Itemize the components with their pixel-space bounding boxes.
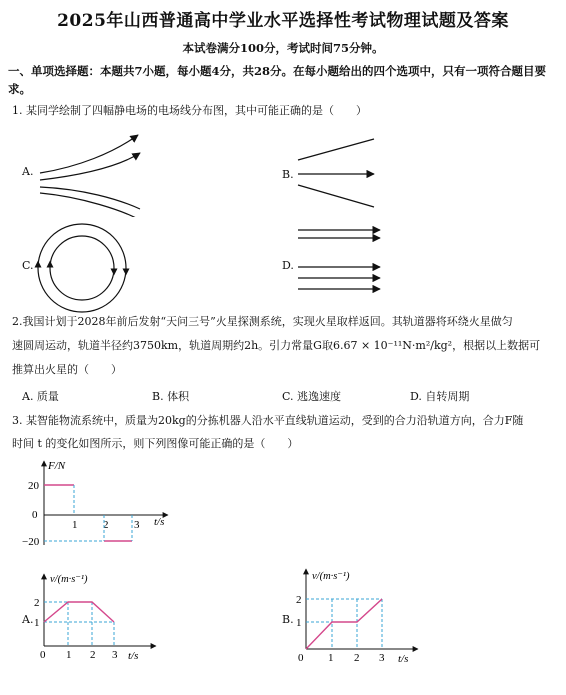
b-tick-x-1: 1 — [328, 652, 334, 664]
a-tick-x-3: 3 — [112, 649, 118, 661]
q1-option-c-label: C. — [22, 259, 34, 272]
a-tick-y-1: 1 — [34, 617, 40, 629]
b-t-axis-label: t/s — [398, 653, 409, 665]
document-title: 2025年山西普通高中学业水平选择性考试物理试题及答案 — [57, 11, 509, 31]
q1-option-d-label: D. — [282, 259, 294, 272]
a-tick-x-1: 1 — [66, 649, 72, 661]
q3-option-a-label: A. — [22, 613, 34, 626]
q1-option-b-label: B. — [282, 168, 294, 181]
q3-option-b-label: B. — [282, 613, 294, 626]
b-tick-x-0: 0 — [298, 652, 304, 664]
a-tick-x-0: 0 — [40, 649, 46, 661]
b-tick-y-1: 1 — [296, 617, 302, 629]
a-tick-x-2: 2 — [90, 649, 96, 661]
exam-info: 本试卷满分100分，考试时间75分钟。 — [182, 41, 384, 55]
b-tick-x-3: 3 — [379, 652, 385, 664]
q2-option-d: D. 自转周期 — [410, 390, 470, 403]
q2-option-a: A. 质量 — [22, 390, 59, 403]
force-time-graph — [18, 455, 183, 550]
q1-diagram-c — [34, 220, 134, 320]
a-v-axis-label: v/(m·s⁻¹) — [50, 574, 88, 585]
q3-stem-line2: 时间 t 的变化如图所示，则下列图像可能正确的是（ ） — [12, 437, 299, 450]
f-tick-20: 20 — [28, 480, 39, 492]
q2-stem-line3: 推算出火星的（ ） — [12, 363, 122, 376]
q2-option-c: C. 逃逸速度 — [282, 390, 342, 403]
a-velocity-curve — [44, 602, 114, 622]
section-heading: 一、单项选择题：本题共7小题，每小题4分，共28分。在每小题给出的四个选项中，只有一项符合题目要求。 — [8, 64, 547, 96]
q1-diagram-d — [296, 222, 386, 314]
f-tick-0: 0 — [32, 509, 38, 521]
q1-stem: 1. 某同学绘制了四幅静电场的电场线分布图，其中可能正确的是（ ） — [12, 104, 367, 117]
q1-option-a-label: A. — [22, 165, 34, 178]
t-axis-label: t/s — [154, 516, 165, 528]
q2-stem-line1: 2.我国计划于2028年前后发射“天问三号”火星探测系统，实现火星取样返回。其轨道器将环绕火星做匀 — [12, 315, 513, 328]
f-axis-label: F/N — [48, 460, 66, 472]
b-v-axis-label: v/(m·s⁻¹) — [312, 571, 350, 582]
q3-stem-line1: 3. 某智能物流系统中，质量为20kg的分拣机器人沿水平直线轨道运动，受到的合力沿轨道方向，合力F随 — [12, 414, 524, 427]
q1-diagram-a — [38, 125, 168, 217]
a-t-axis-label: t/s — [128, 650, 139, 662]
q1-diagram-b — [296, 135, 386, 211]
t-tick-3: 3 — [134, 519, 140, 531]
b-tick-y-2: 2 — [296, 594, 302, 606]
a-tick-y-2: 2 — [34, 597, 40, 609]
velocity-graph-a — [34, 570, 164, 662]
q2-option-b: B. 体积 — [152, 390, 190, 403]
b-tick-x-2: 2 — [354, 652, 360, 664]
f-tick-neg20: −20 — [22, 536, 40, 548]
q2-stem-line2: 速圆周运动，轨道半径约3750km，轨道周期约2h。引力常量G取6.67 × 10⁻¹¹N·m²/kg²，根据以上数据可 — [12, 339, 541, 352]
t-tick-2: 2 — [103, 519, 109, 531]
velocity-graph-b — [294, 565, 424, 667]
b-velocity-curve — [306, 599, 382, 649]
t-tick-1: 1 — [72, 519, 78, 531]
